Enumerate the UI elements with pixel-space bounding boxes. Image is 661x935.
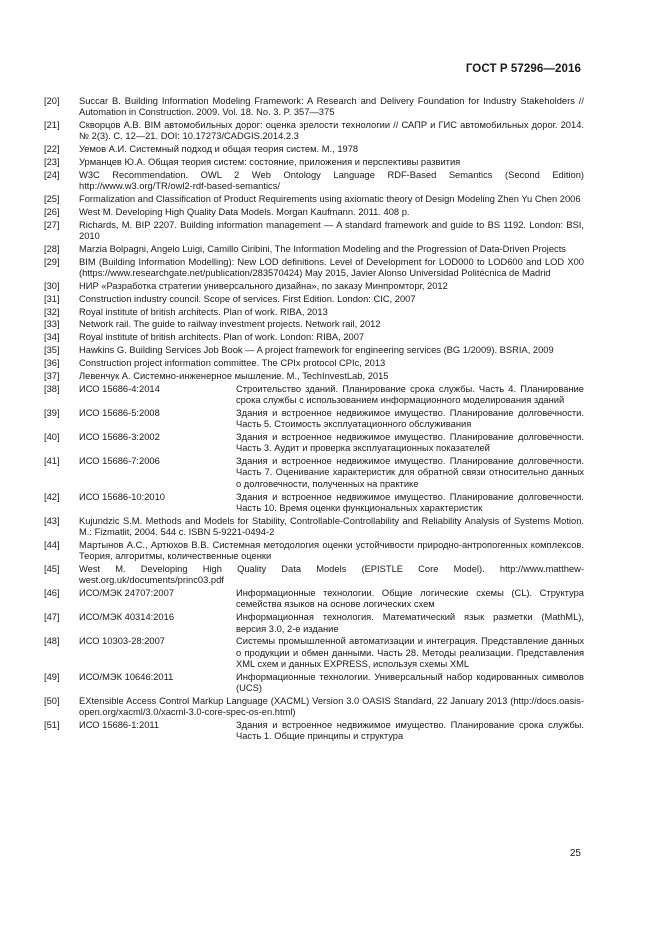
bibliography-entry	[44, 672, 584, 695]
bibliography-entry	[44, 720, 584, 743]
entry-citation: Урманцев Ю.А. Общая теория систем: состояние, приложения и перспективы развития	[79, 157, 461, 168]
entry-citation: EXtensible Access Control Markup Language (XACML) Version 3.0 OASIS Standard, 22 January 2013 (http://docs.oasis-open.org/xacml/3.0/xacml-3.0-core-spec-os-en.html)	[79, 695, 584, 718]
bibliography-entry	[44, 540, 584, 563]
entry-standard-title: Информационная технология. Математический язык разметки (MathML), версия 3.0, 2-е издание	[236, 612, 584, 634]
entry-number: [44]	[44, 539, 60, 550]
bibliography-entry	[44, 170, 584, 193]
bibliography-entry	[44, 120, 584, 143]
entry-citation: Succar B. Building Information Modeling Framework: A Research and Delivery Foundation for Industry Stakeholders // Automation in Construction. 2009. Vol. 18. No. 3. P. 357—375	[79, 96, 584, 118]
entry-number: [46]	[44, 588, 60, 599]
entry-standard-code: ИСО 15686-7:2006	[79, 456, 160, 467]
entry-citation: Левенчук А. Системно-инженерное мышление. М., TechInvestLab, 2015	[79, 370, 389, 381]
entry-number: [31]	[44, 293, 60, 304]
bibliography-entry	[44, 257, 584, 280]
entry-number: [28]	[44, 243, 60, 254]
entry-citation: Hawkins G. Building Services Job Book — A project framework for engineering services (BG 1/2009). BSRIA, 2009	[79, 345, 554, 356]
entry-number: [35]	[44, 345, 60, 356]
entry-number: [20]	[44, 96, 60, 106]
entry-standard-code: ИСО 15686-4:2014	[79, 383, 160, 394]
entry-citation: West M. Developing High Quality Data Models. Morgan Kaufmann. 2011. 408 p.	[79, 206, 410, 217]
bibliography-entry	[44, 384, 584, 407]
entry-number: [50]	[44, 695, 60, 706]
entry-number: [47]	[44, 612, 60, 623]
bibliography-entry	[44, 408, 584, 431]
entry-number: [37]	[44, 370, 60, 381]
bibliography-entry	[44, 294, 584, 305]
entry-number: [25]	[44, 194, 60, 205]
entry-citation: Richards, M. BIP 2207. Building information management — A standard framework and guide to BS 1192. London: BSI, 2010	[79, 219, 584, 242]
bibliography-entry	[44, 696, 584, 719]
entry-number: [43]	[44, 515, 60, 526]
bibliography-entry	[44, 612, 584, 635]
bibliography-entry	[44, 244, 584, 255]
entry-citation: Мартынов А.С., Артюхов В.В. Системная методология оценки устойчивости природно-антропогенных комплексов. Теория, алгоритмы, количественные оценки	[79, 539, 584, 562]
entry-citation: West M. Developing High Quality Data Models (EPISTLE Core Model). http://www.matthew-west.org.uk/documents/princ03.pdf	[79, 563, 584, 586]
entry-standard-title: Строительство зданий. Планирование срока службы. Часть 4. Планирование срока службы с использованием информационного моделирования зданий	[236, 383, 584, 405]
bibliography-entry	[44, 492, 584, 515]
entry-number: [45]	[44, 563, 60, 574]
bibliography-entry	[44, 345, 584, 356]
entry-citation: Marzia Bolpagni, Angelo Luigi, Camillo Ciribini, The Information Modeling and the Progression of Data-Driven Projects	[79, 243, 566, 254]
entry-standard-code: ИСО/МЭК 40314:2016	[79, 612, 175, 623]
entry-citation: W3C Recommendation. OWL 2 Web Ontology Language RDF-Based Semantics (Second Edition) http://www.w3.org/TR/owl2-rdf-based-semantics/	[79, 169, 584, 192]
bibliography-entry	[44, 144, 584, 155]
entry-citation: Construction industry council. Scope of services. First Edition. London: CIC, 2007	[79, 293, 416, 304]
bibliography-entry	[44, 564, 584, 587]
entry-number: [23]	[44, 157, 60, 168]
entry-number: [39]	[44, 407, 60, 418]
bibliography-entry	[44, 307, 584, 318]
bibliography-entry	[44, 456, 584, 490]
bibliography-list	[44, 96, 584, 744]
entry-citation: Уемов А.И. Системный подход и общая теория систем. М., 1978	[79, 144, 359, 155]
entry-standard-code: ИСО 15686-1:2011	[79, 720, 160, 731]
bibliography-entry	[44, 636, 584, 670]
entry-standard-title: Системы промышленной автоматизации и интеграция. Представление данных о продукции и обмен данными. Часть 28. Методы реализации. Представления XML схем и данных EXPRESS, используя схемы XML	[236, 636, 584, 669]
entry-number: [40]	[44, 431, 60, 442]
standard-header: ГОСТ Р 57296—2016	[465, 63, 581, 75]
entry-citation: Construction project information committee. The CPIx protocol CPIc, 2013	[79, 357, 386, 368]
bibliography-entry	[44, 207, 584, 218]
entry-standard-title: Здания и встроенное недвижимое имущество. Планирование долговечности. Часть 10. Время оценки функциональных характеристик	[236, 491, 584, 513]
entry-standard-title: Здания и встроенное недвижимое имущество. Планирование долговечности. Часть 3. Аудит и проверка эксплуатационных показателей	[236, 431, 584, 454]
entry-standard-code: ИСО/МЭК 10646:2011	[79, 671, 174, 682]
bibliography-entry	[44, 358, 584, 369]
entry-citation: Kujundzic S.M. Methods and Models for Stability, Controllable-Controllability and Reliability Analysis of Systems Motion. M.: Fizmatlit, 2004. 544 c. ISBN 5-9221-0494-2	[79, 515, 584, 537]
bibliography-entry	[44, 319, 584, 330]
entry-number: [32]	[44, 306, 60, 317]
entry-number: [33]	[44, 319, 60, 330]
entry-number: [41]	[44, 456, 60, 467]
entry-number: [36]	[44, 357, 60, 368]
bibliography-entry	[44, 281, 584, 292]
entry-number: [42]	[44, 491, 60, 502]
entry-standard-code: ИСО 15686-5:2008	[79, 407, 160, 418]
entry-standard-title: Информационные технологии. Универсальный набор кодированных символов (UCS)	[236, 671, 584, 694]
bibliography-entry	[44, 96, 584, 119]
entry-standard-title: Информационные технологии. Общие логические схемы (CL). Структура семейства языков на основе логических схем	[236, 588, 584, 610]
entry-citation: НИР «Разработка стратегии универсального дизайна», по заказу Минпромторг, 2012	[79, 280, 448, 291]
bibliography-entry	[44, 588, 584, 611]
bibliography-entry	[44, 194, 584, 205]
entry-standard-title: Здания и встроенное недвижимое имущество. Планирование долговечности. Часть 7. Оценивание характеристик для обратной связи относительно данных о долговечности, полученных на практике	[236, 456, 584, 489]
entry-number: [27]	[44, 219, 60, 230]
entry-number: [22]	[44, 144, 60, 155]
entry-standard-code: ИСО 15686-3:2002	[79, 431, 160, 442]
bibliography-entry	[44, 332, 584, 343]
entry-citation: Скворцов А.В. BIM автомобильных дорог: оценка зрелости технологии // САПР и ГИС автомобильных дорог. 2014. № 2(3). С. 12—21. DOI: 10.17273/CADGIS.2014.2.3	[79, 120, 584, 142]
bibliography-entry	[44, 157, 584, 168]
entry-citation: Royal institute of british architects. Plan of work. London: RIBA, 2007	[79, 332, 365, 343]
bibliography-entry	[44, 432, 584, 455]
entry-standard-title: Здания и встроенное недвижимое имущество. Планирование срока службы. Часть 1. Общие принципы и структура	[236, 720, 584, 742]
entry-standard-code: ИСО 15686-10:2010	[79, 491, 165, 502]
entry-number: [30]	[44, 280, 60, 291]
entry-citation: BIM (Building Information Modelling): New LOD definitions. Level of Development for LOD000 to LOD600 and LOD X00 (https://www.researchgate.net/publication/283570424) May 2015, Javier Alonso Universidad Politécnica de Madrid	[79, 256, 584, 279]
entry-number: [49]	[44, 671, 60, 682]
entry-number: [38]	[44, 383, 60, 394]
entry-number: [51]	[44, 720, 60, 731]
entry-number: [34]	[44, 332, 60, 343]
entry-citation: Formalization and Classification of Product Requirements using axiomatic theory of Design Modeling Zhen Yu Chen 2006	[79, 194, 581, 205]
entry-standard-title: Здания и встроенное недвижимое имущество. Планирование долговечности. Часть 5. Стоимость эксплуатационного обслуживания	[236, 407, 584, 430]
entry-citation: Network rail. The guide to railway investment projects. Network rail, 2012	[79, 319, 381, 330]
entry-number: [24]	[44, 169, 60, 180]
entry-number: [21]	[44, 120, 60, 131]
page-number: 25	[569, 848, 581, 859]
entry-number: [48]	[44, 636, 60, 647]
entry-citation: Royal institute of british architects. Plan of work. RIBA, 2013	[79, 306, 328, 317]
entry-standard-code: ИСО/МЭК 24707:2007	[79, 588, 175, 599]
bibliography-entry	[44, 516, 584, 539]
entry-number: [29]	[44, 256, 60, 267]
bibliography-entry	[44, 371, 584, 382]
bibliography-entry	[44, 220, 584, 243]
entry-standard-code: ИСО 10303-28:2007	[79, 636, 165, 647]
entry-number: [26]	[44, 206, 60, 217]
